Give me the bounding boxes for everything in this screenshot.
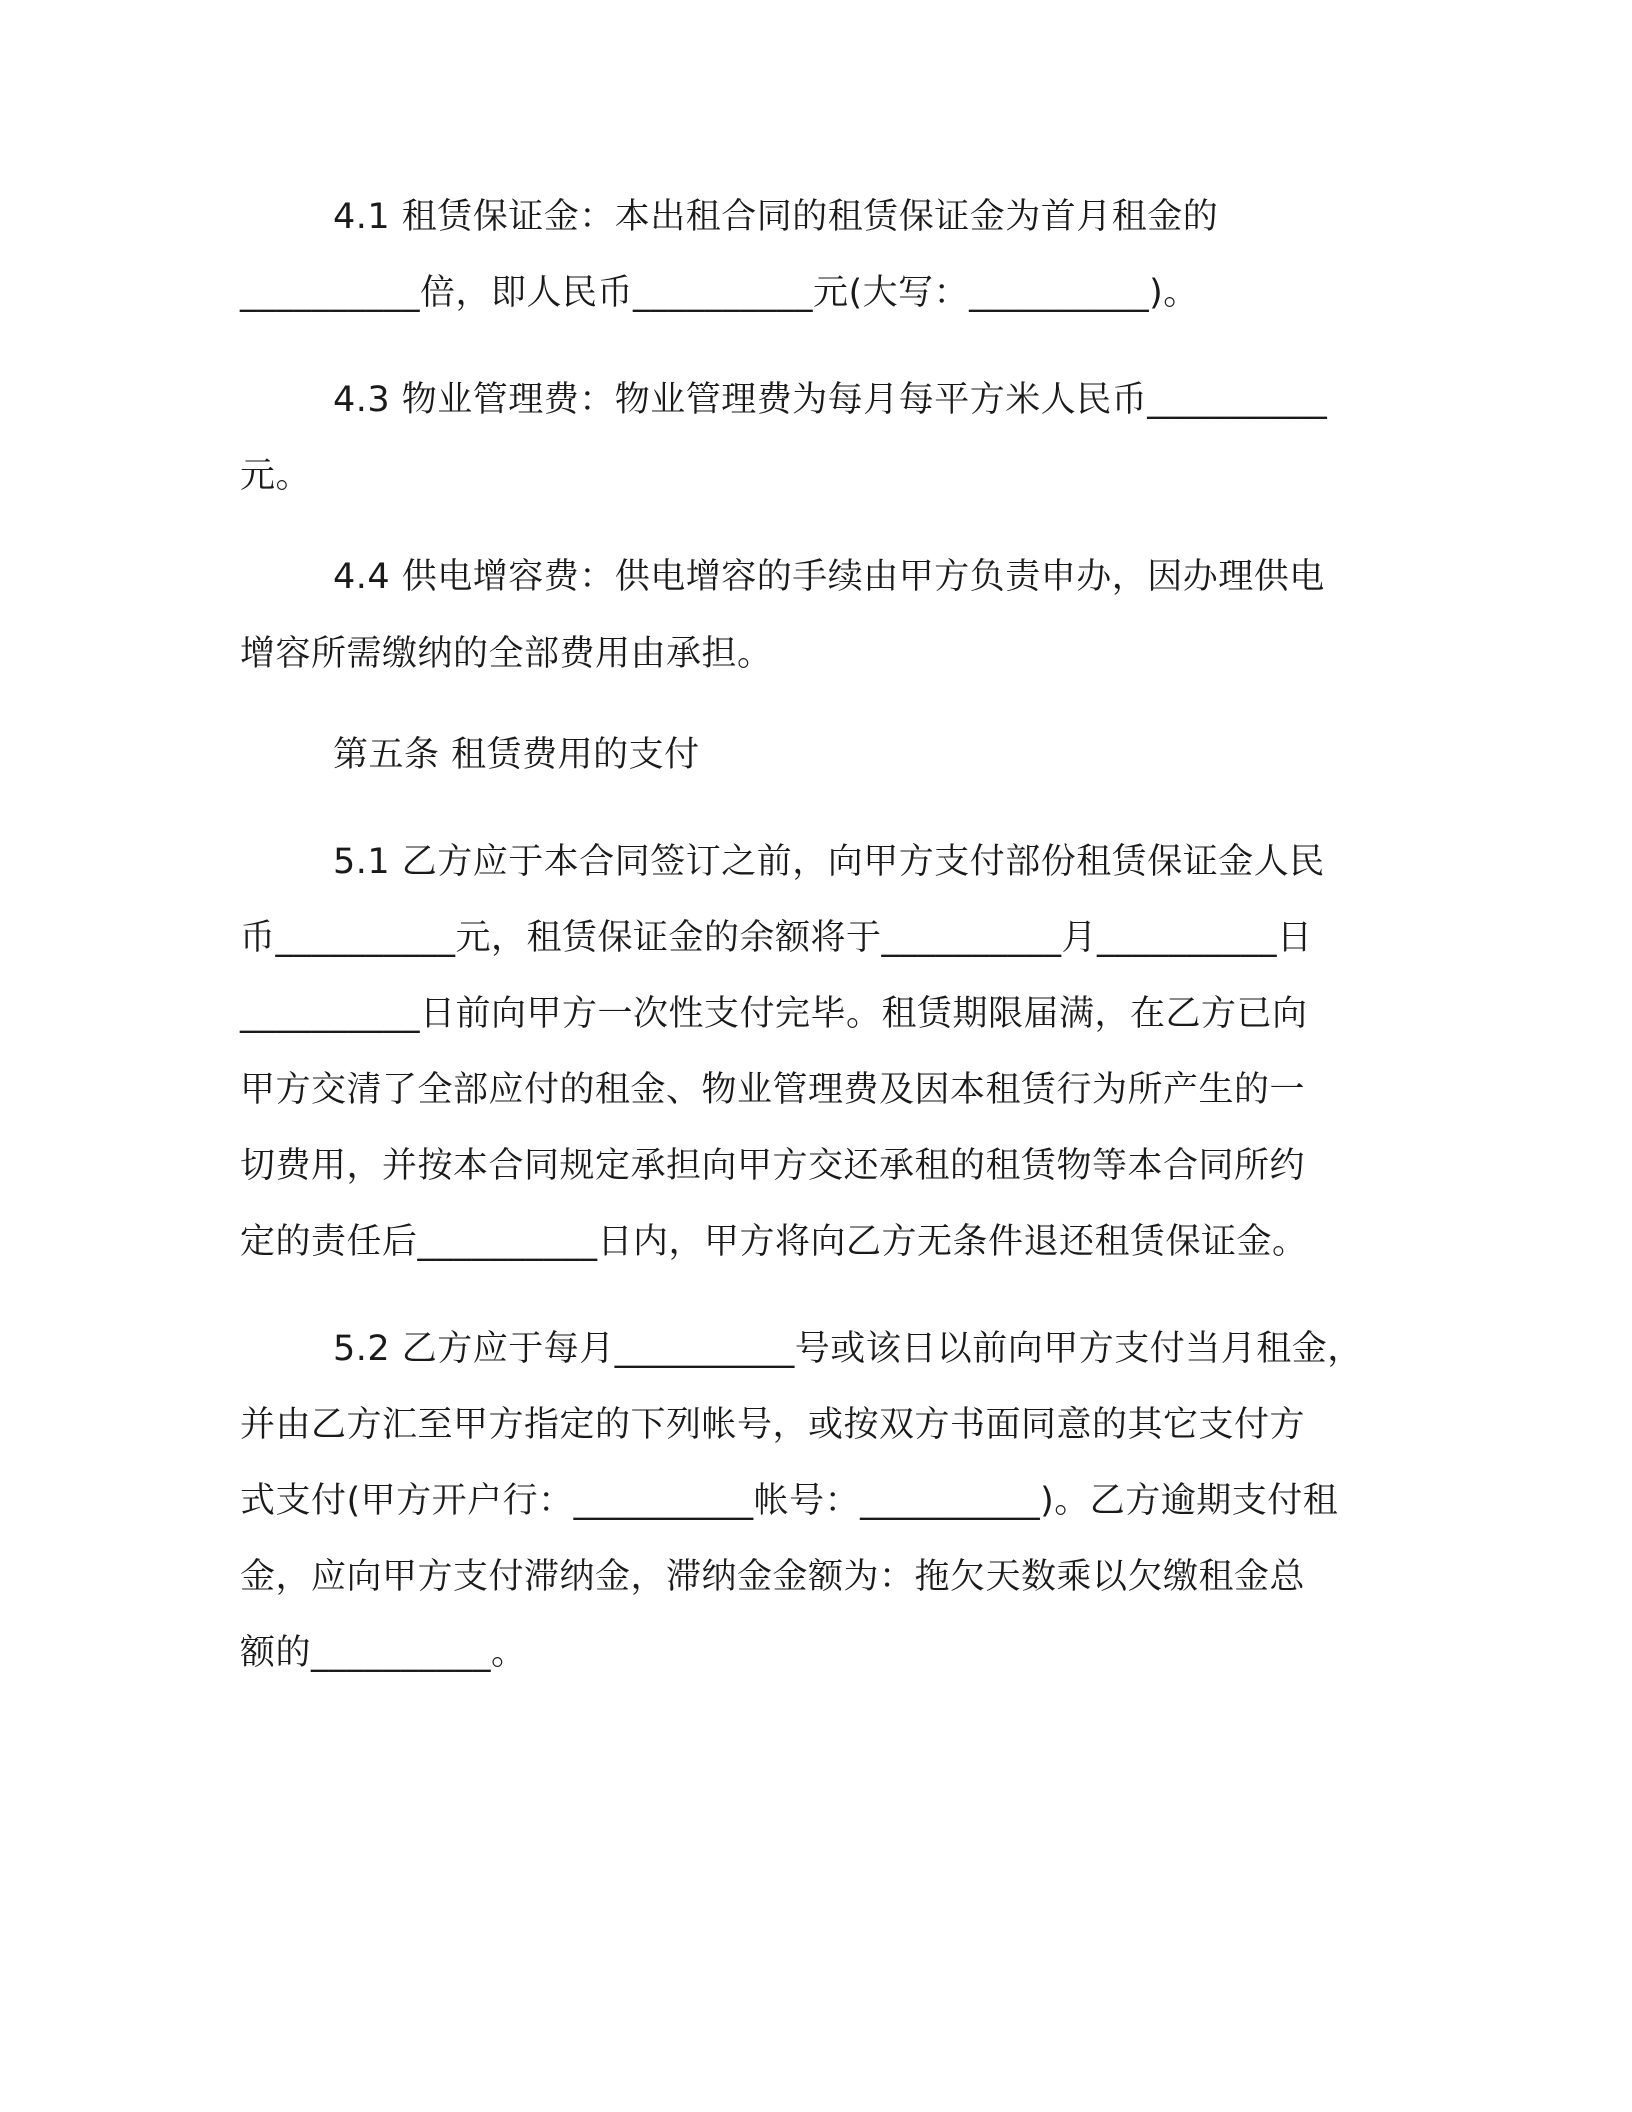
clause-5-1-line-4: 甲方交清了全部应付的租金、物业管理费及因本租赁行为所产生的一 <box>240 1070 1306 1110</box>
clause-5-1-line-1: 5.1 乙方应于本合同签订之前，向甲方支付部份租赁保证金人民 <box>333 842 1325 882</box>
clause-5-2-line-4: 金，应向甲方支付滞纳金，滞纳金金额为：拖欠天数乘以欠缴租金总 <box>240 1557 1306 1597</box>
clause-4-1-line-1: 4.1 租赁保证金：本出租合同的租赁保证金为首月租金的 <box>333 197 1219 237</box>
clause-5-1-line-2: 币__________元，租赁保证金的余额将于__________月__________日 <box>240 918 1313 958</box>
article-5-heading: 第五条 租赁费用的支付 <box>333 735 700 775</box>
clause-5-1-line-6: 定的责任后__________日内，甲方将向乙方无条件退还租赁保证金。 <box>240 1222 1308 1262</box>
clause-4-3-line-1: 4.3 物业管理费：物业管理费为每月每平方米人民币__________ <box>333 380 1328 420</box>
clause-5-1-line-5: 切费用，并按本合同规定承担向甲方交还承租的租赁物等本合同所约 <box>240 1146 1306 1186</box>
clause-4-4-line-2: 增容所需缴纳的全部费用由承担。 <box>240 634 773 674</box>
clause-5-1-line-3: __________日前向甲方一次性支付完毕。租赁期限届满，在乙方已向 <box>240 994 1308 1034</box>
clause-5-2-line-3: 式支付(甲方开户行：__________帐号：__________)。乙方逾期支付租 <box>240 1481 1339 1521</box>
clause-4-4-line-1: 4.4 供电增容费：供电增容的手续由甲方负责申办，因办理供电 <box>333 557 1325 597</box>
clause-4-1-line-2: __________倍，即人民币__________元(大写：__________)。 <box>240 273 1199 313</box>
clause-5-2-line-2: 并由乙方汇至甲方指定的下列帐号，或按双方书面同意的其它支付方 <box>240 1405 1306 1445</box>
clause-4-3-line-2: 元。 <box>240 456 312 496</box>
clause-5-2-line-5: 额的__________。 <box>240 1633 527 1673</box>
clause-5-2-line-1: 5.2 乙方应于每月__________号或该日以前向甲方支付当月租金， <box>333 1329 1363 1369</box>
